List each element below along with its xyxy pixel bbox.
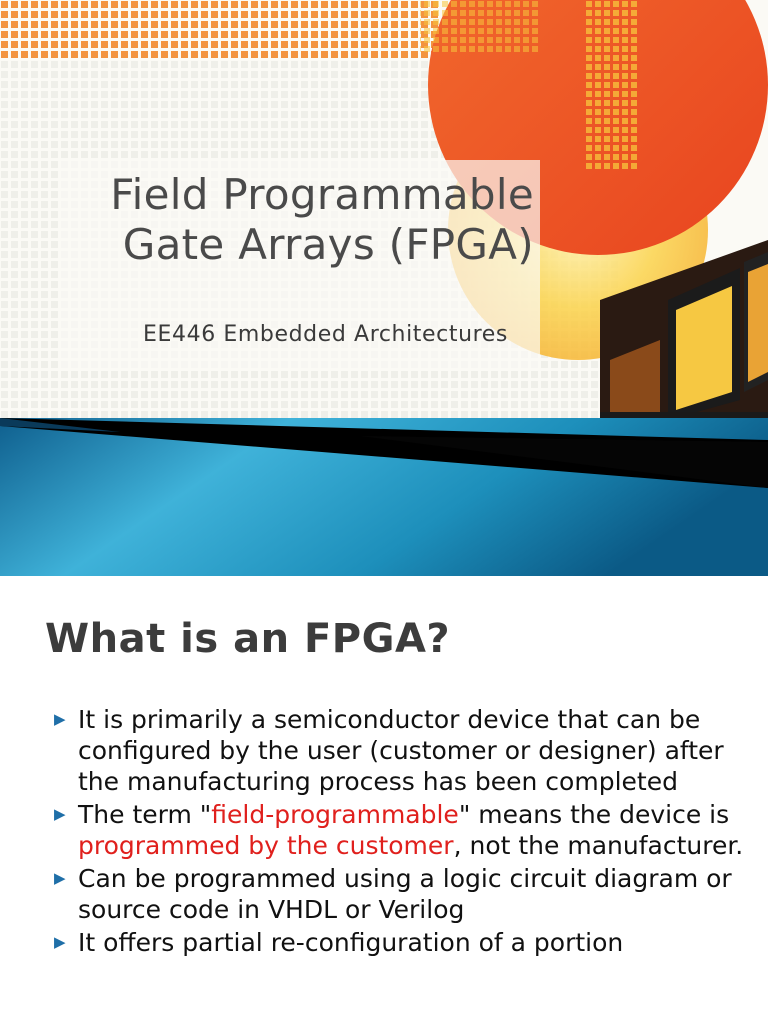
bullet-text: It offers partial re-configuration of a portion (78, 928, 624, 957)
triangle-bullet-icon: ▶ (54, 710, 66, 728)
list-item (52, 799, 752, 861)
title-line-1: Field Programmable (110, 170, 534, 219)
content-slide (0, 576, 768, 1024)
bullet-list (52, 704, 752, 960)
bullet-text: It is primarily a semiconductor device that can be configured by the user (customer or designer) after the manufacturing process has been completed (78, 705, 724, 796)
title-line-2: Gate Arrays (FPGA) (122, 220, 534, 269)
highlight-field-programmable: field-programmable (211, 800, 459, 829)
bullet-text: , not the manufacturer. (453, 831, 744, 860)
list-item (52, 704, 752, 797)
triangle-bullet-icon: ▶ (54, 933, 66, 951)
triangle-bullet-icon: ▶ (54, 869, 66, 887)
triangle-bullet-icon: ▶ (54, 805, 66, 823)
slide-subtitle: EE446 Embedded Architectures (143, 322, 508, 347)
list-item (52, 863, 752, 925)
blue-banner (0, 418, 768, 576)
content-slide-title: What is an FPGA? (45, 616, 451, 662)
highlight-programmed-by-customer: programmed by the customer (78, 831, 454, 860)
bullet-text: The term " (78, 800, 212, 829)
bullet-text: " means the device is (458, 800, 730, 829)
slide-title (0, 170, 560, 270)
list-item (52, 927, 752, 958)
bullet-text: Can be programmed using a logic circuit diagram or source code in VHDL or Verilog (78, 864, 732, 924)
